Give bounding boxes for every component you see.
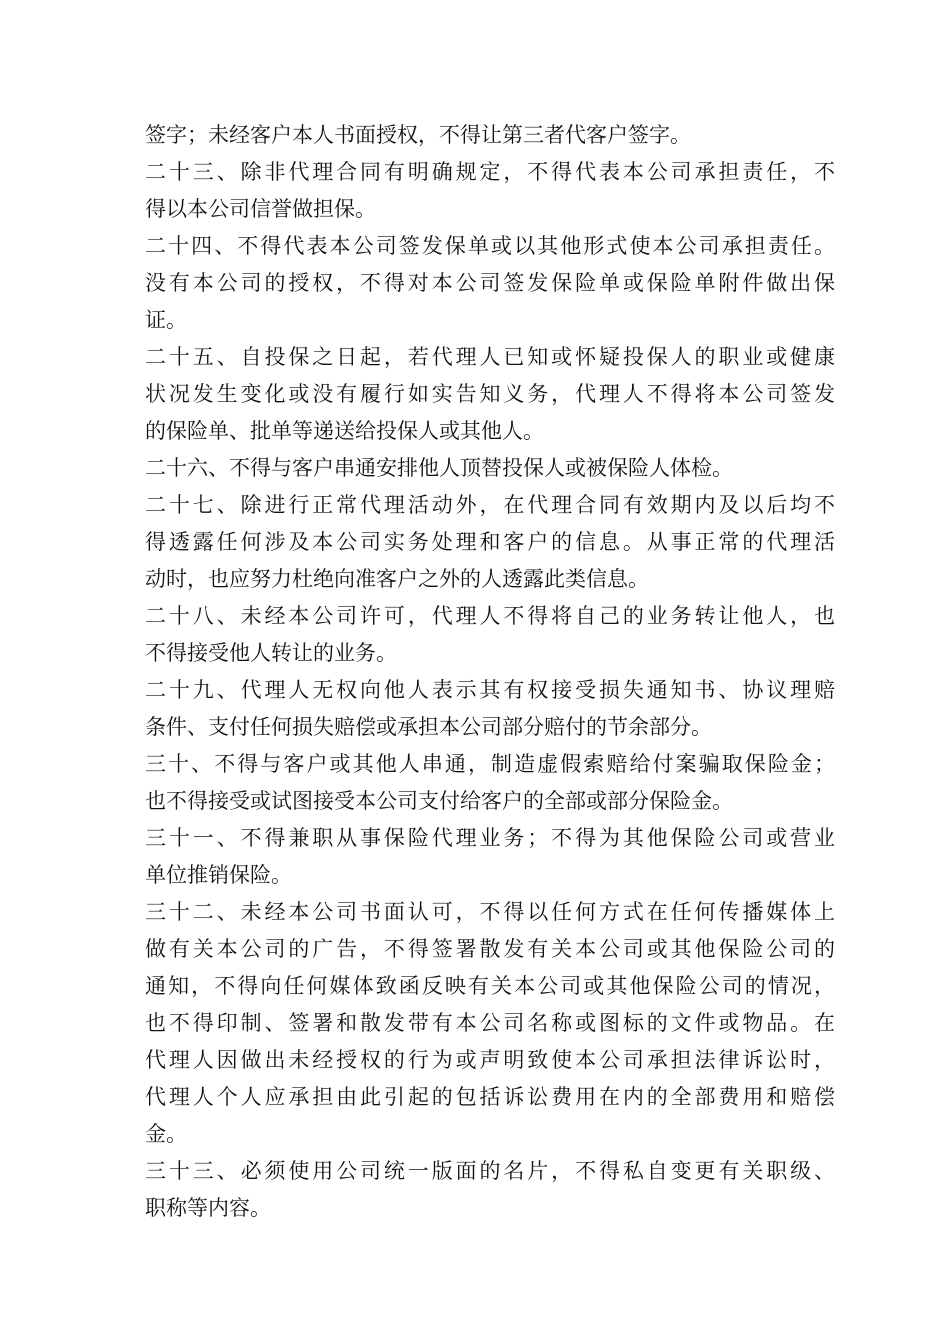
text-line: 状况发生变化或没有履行如实告知义务，代理人不得将本公司签发	[145, 382, 835, 406]
text-line: 三十二、未经本公司书面认可，不得以任何方式在任何传播媒体上	[145, 900, 835, 924]
text-line: 签字；未经客户本人书面授权，不得让第三者代客户签字。	[145, 123, 691, 147]
paragraph-clause-31	[145, 820, 835, 894]
text-line: 也不得印制、签署和散发带有本公司名称或图标的文件或物品。在	[145, 1011, 835, 1035]
paragraph-clause-27	[145, 487, 835, 598]
text-line: 证。	[145, 308, 187, 332]
text-line: 得透露任何涉及本公司实务处理和客户的信息。从事正常的代理活	[145, 530, 835, 554]
text-line: 做有关本公司的广告，不得签署散发有关本公司或其他保险公司的	[145, 937, 835, 961]
text-line: 二十七、除进行正常代理活动外，在代理合同有效期内及以后均不	[145, 493, 835, 517]
text-line: 职称等内容。	[145, 1196, 271, 1220]
paragraph-signature	[145, 117, 835, 154]
text-line: 三十、不得与客户或其他人串通，制造虚假索赔给付案骗取保险金；	[145, 752, 835, 776]
paragraph-clause-32	[145, 894, 835, 1153]
text-line: 没有本公司的授权，不得对本公司签发保险单或保险单附件做出保	[145, 271, 835, 295]
text-line: 二十八、未经本公司许可，代理人不得将自己的业务转让他人，也	[145, 604, 835, 628]
text-line: 三十一、不得兼职从事保险代理业务；不得为其他保险公司或营业	[145, 826, 835, 850]
paragraph-clause-28	[145, 598, 835, 672]
text-line: 二十三、除非代理合同有明确规定，不得代表本公司承担责任，不	[145, 160, 835, 184]
text-line: 代理人个人应承担由此引起的包括诉讼费用在内的全部费用和赔偿	[145, 1085, 835, 1109]
text-line: 三十三、必须使用公司统一版面的名片，不得私自变更有关职级、	[145, 1159, 835, 1183]
paragraph-clause-23	[145, 154, 835, 228]
text-line: 通知，不得向任何媒体致函反映有关本公司或其他保险公司的情况，	[145, 974, 835, 998]
text-line: 不得接受他人转让的业务。	[145, 641, 397, 665]
text-line: 得以本公司信誉做担保。	[145, 197, 376, 221]
text-line: 二十九、代理人无权向他人表示其有权接受损失通知书、协议理赔	[145, 678, 835, 702]
paragraph-clause-25	[145, 339, 835, 450]
paragraph-clause-26	[145, 450, 835, 487]
text-line: 二十四、不得代表本公司签发保单或以其他形式使本公司承担责任。	[145, 234, 835, 258]
text-line: 代理人因做出未经授权的行为或声明致使本公司承担法律诉讼时，	[145, 1048, 835, 1072]
paragraph-clause-24	[145, 228, 835, 339]
text-line: 也不得接受或试图接受本公司支付给客户的全部或部分保险金。	[145, 789, 733, 813]
text-line: 二十五、自投保之日起，若代理人已知或怀疑投保人的职业或健康	[145, 345, 835, 369]
text-line: 动时，也应努力杜绝向准客户之外的人透露此类信息。	[145, 567, 649, 591]
paragraph-clause-30	[145, 746, 835, 820]
text-line: 条件、支付任何损失赔偿或承担本公司部分赔付的节余部分。	[145, 715, 712, 739]
text-line: 单位推销保险。	[145, 863, 292, 887]
paragraph-clause-33	[145, 1153, 835, 1227]
text-line: 的保险单、批单等递送给投保人或其他人。	[145, 419, 544, 443]
text-line: 二十六、不得与客户串通安排他人顶替投保人或被保险人体检。	[145, 456, 733, 480]
text-line: 金。	[145, 1122, 187, 1146]
document-body	[145, 117, 835, 1227]
paragraph-clause-29	[145, 672, 835, 746]
